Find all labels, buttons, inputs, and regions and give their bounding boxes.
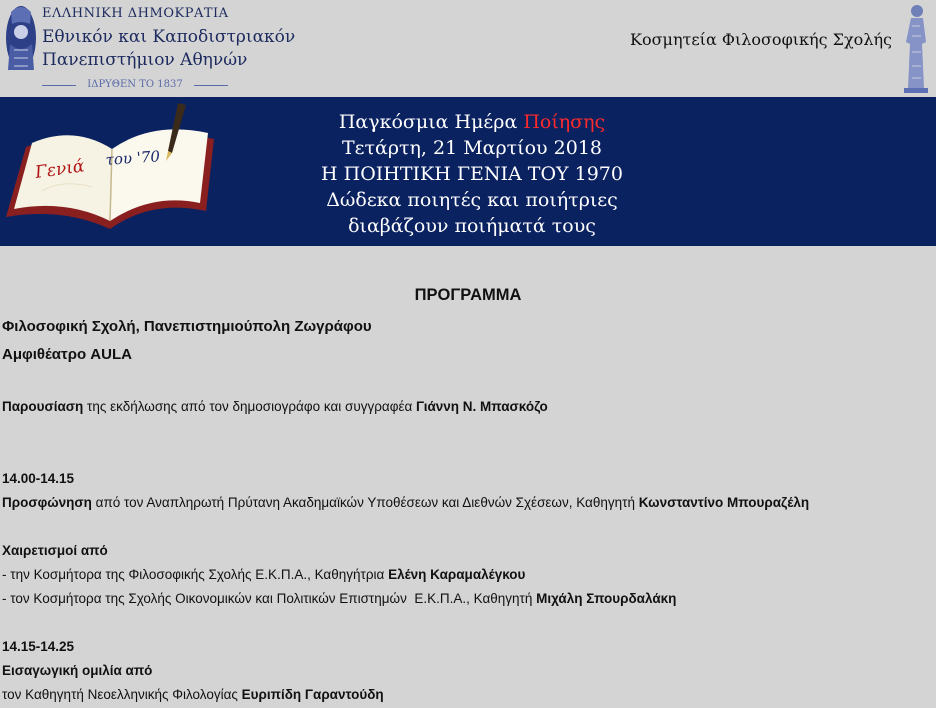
slot1-time: 14.00-14.15: [2, 471, 75, 486]
presentation-line: [2, 399, 548, 414]
banner-line5: διαβάζουν ποιήματά τους: [348, 215, 596, 237]
greeting1-text: - την Κοσμήτορα της Φιλοσοφικής Σχολής Ε.Κ.Π.Α., Καθηγήτρια: [2, 567, 389, 582]
athena-logo-icon: [4, 4, 38, 76]
banner-line1-a: Παγκόσμια Ημέρα: [338, 111, 524, 133]
event-banner: [0, 97, 936, 246]
greetings-label: Χαιρετισμοί από: [2, 543, 108, 558]
presentation-label: Παρουσίαση: [2, 399, 84, 414]
founded-label: ΙΔΡΥΘΕΝ ΤΟ 1837: [42, 79, 228, 90]
book-word-genia: Γενιά: [33, 156, 86, 183]
intro-text: τον Καθηγητή Νεοελληνικής Φιλολογίας: [2, 687, 242, 702]
presentation-name: Γιάννη Ν. Μπασκόζο: [416, 399, 548, 414]
banner-line1-poetry: Ποίησης: [523, 111, 606, 133]
university-line2: Πανεπιστήμιον Αθηνών: [42, 50, 248, 70]
open-book-icon: [2, 99, 220, 241]
presentation-text: της εκδήλωσης από τον δημοσιογράφο και συγγραφέα: [83, 399, 417, 414]
intro-line: [2, 687, 384, 702]
greeting2-text: - τον Κοσμήτορα της Σχολής Οικονομικών και Πολιτικών Επιστημών Ε.Κ.Π.Α., Καθηγητή: [2, 591, 537, 606]
intro-name: Ευριπίδη Γαραντούδη: [241, 687, 384, 702]
banner-line1: [282, 109, 662, 135]
greeting1-line: [2, 567, 525, 582]
address-label: Προσφώνηση: [2, 495, 92, 510]
address-name: Κωνσταντίνο Μπουραζέλη: [638, 495, 810, 510]
republic-label: ΕΛΛΗΝΙΚΗ ΔΗΜΟΚΡΑΤΙΑ: [42, 6, 229, 21]
banner-line4: Δώδεκα ποιητές και ποιήτριες: [326, 189, 618, 211]
greeting2-line: [2, 591, 676, 606]
slot2-time: 14.15-14.25: [2, 639, 75, 654]
university-name: [42, 6, 295, 70]
address-text: από τον Αναπληρωτή Πρύτανη Ακαδημαϊκών Υποθέσεων και Διεθνών Σχέσεων, Καθηγητή: [91, 495, 639, 510]
banner-date: Τετάρτη, 21 Μαρτίου 2018: [341, 137, 603, 159]
intro-label: Εισαγωγική ομιλία από: [2, 663, 153, 678]
banner-text: [282, 109, 662, 239]
hall: Αμφιθέατρο AULA: [2, 346, 132, 363]
page-header: [0, 0, 936, 97]
faculty-label: Κοσμητεία Φιλοσοφικής Σχολής: [630, 30, 892, 49]
banner-title: Η ΠΟΙΗΤΙΚΗ ΓΕΝΙΑ ΤΟΥ 1970: [321, 163, 623, 185]
statue-icon: [900, 2, 932, 94]
university-line1: Εθνικόν και Καποδιστριακόν: [42, 27, 296, 47]
greeting1-name: Ελένη Καραμαλέγκου: [388, 567, 526, 582]
address-line: [2, 495, 809, 510]
greeting2-name: Μιχάλη Σπουρδαλάκη: [536, 591, 677, 606]
book-word-tou70: του '70: [105, 147, 161, 169]
venue: Φιλοσοφική Σχολή, Πανεπιστημιούπολη Ζωγράφου: [2, 318, 372, 335]
program-title: ΠΡΟΓΡΑΜΜΑ: [414, 286, 522, 304]
